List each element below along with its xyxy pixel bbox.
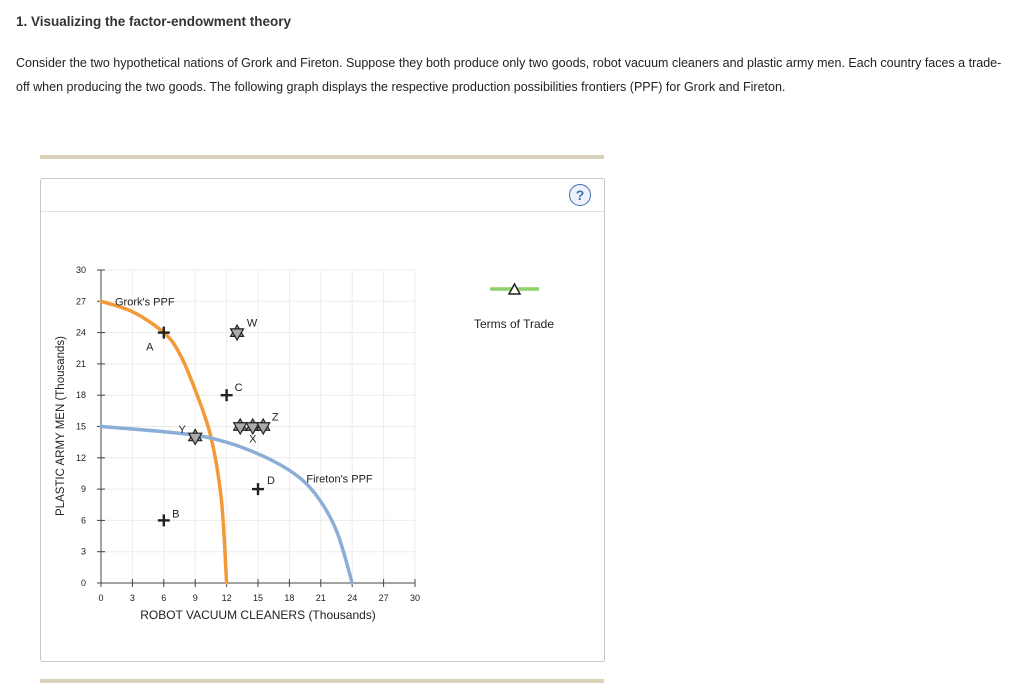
x-tick-label: 15 xyxy=(252,593,264,603)
x-tick-label: 30 xyxy=(409,593,421,603)
palette-star-marker[interactable] xyxy=(234,419,247,434)
point-c-marker[interactable] xyxy=(221,389,233,401)
chart-grid xyxy=(101,270,415,583)
y-tick-label: 6 xyxy=(80,515,86,526)
problem-description: Consider the two hypothetical nations of Grork and Fireton. Suppose they both produce only two goods, robot vacuum cleaners and plastic army men. Each country faces a trade-off when producing the two goods. The following graph displays the respective production possibilities frontiers (PPF) for Grork and Fireton. xyxy=(16,56,1002,94)
x-tick-label: 9 xyxy=(192,593,198,603)
y-tick-label: 21 xyxy=(75,358,86,369)
y-axis-label: PLASTIC ARMY MEN (Thousands) xyxy=(55,335,67,517)
x-tick-label: 0 xyxy=(98,593,104,603)
point-c-label: C xyxy=(234,382,243,395)
x-axis-label: ROBOT VACUUM CLEANERS (Thousands) xyxy=(140,608,376,622)
point-b-label: B xyxy=(172,508,180,521)
y-tick-label: 30 xyxy=(75,265,86,275)
y-tick-label: 18 xyxy=(75,390,86,401)
y-tick-label: 3 xyxy=(80,546,86,557)
bottom-divider xyxy=(40,679,604,683)
chart-legend xyxy=(474,284,554,331)
y-tick-label: 27 xyxy=(75,296,86,307)
page-heading: 1. Visualizing the factor-endowment theory xyxy=(16,14,292,29)
terms-of-trade-label: Terms of Trade xyxy=(473,317,555,331)
point-w-label: W xyxy=(246,317,258,330)
x-tick-label: 21 xyxy=(315,593,326,603)
y-tick-label: 9 xyxy=(80,484,86,495)
chart-points xyxy=(146,318,279,527)
point-d-marker[interactable] xyxy=(252,483,264,495)
y-tick-label: 15 xyxy=(75,421,86,432)
x-tick-label: 24 xyxy=(347,593,358,603)
point-z-marker[interactable] xyxy=(257,419,270,434)
x-tick-label: 6 xyxy=(161,593,167,603)
point-b-marker[interactable] xyxy=(158,514,170,526)
point-y-marker[interactable] xyxy=(189,429,202,444)
y-tick-label: 0 xyxy=(80,578,86,588)
point-z-label: Z xyxy=(271,411,279,424)
fireton-ppf-label: Fireton's PPF xyxy=(306,473,373,486)
y-tick-label: 12 xyxy=(75,452,86,463)
grork-ppf-label: Grork's PPF xyxy=(115,296,175,309)
point-y-label: Y xyxy=(178,423,186,436)
point-w-marker[interactable] xyxy=(231,325,244,340)
x-tick-label: 12 xyxy=(221,593,232,603)
point-d-label: D xyxy=(267,475,275,488)
point-x-label: X xyxy=(249,433,257,446)
help-icon[interactable]: ? xyxy=(569,184,591,206)
x-tick-label: 27 xyxy=(378,593,389,603)
x-tick-label: 18 xyxy=(284,593,295,603)
point-a-label: A xyxy=(146,341,154,354)
chart-axes xyxy=(76,265,420,603)
y-tick-label: 24 xyxy=(75,327,86,338)
x-tick-label: 3 xyxy=(129,593,135,603)
point-x-marker[interactable] xyxy=(246,419,259,434)
